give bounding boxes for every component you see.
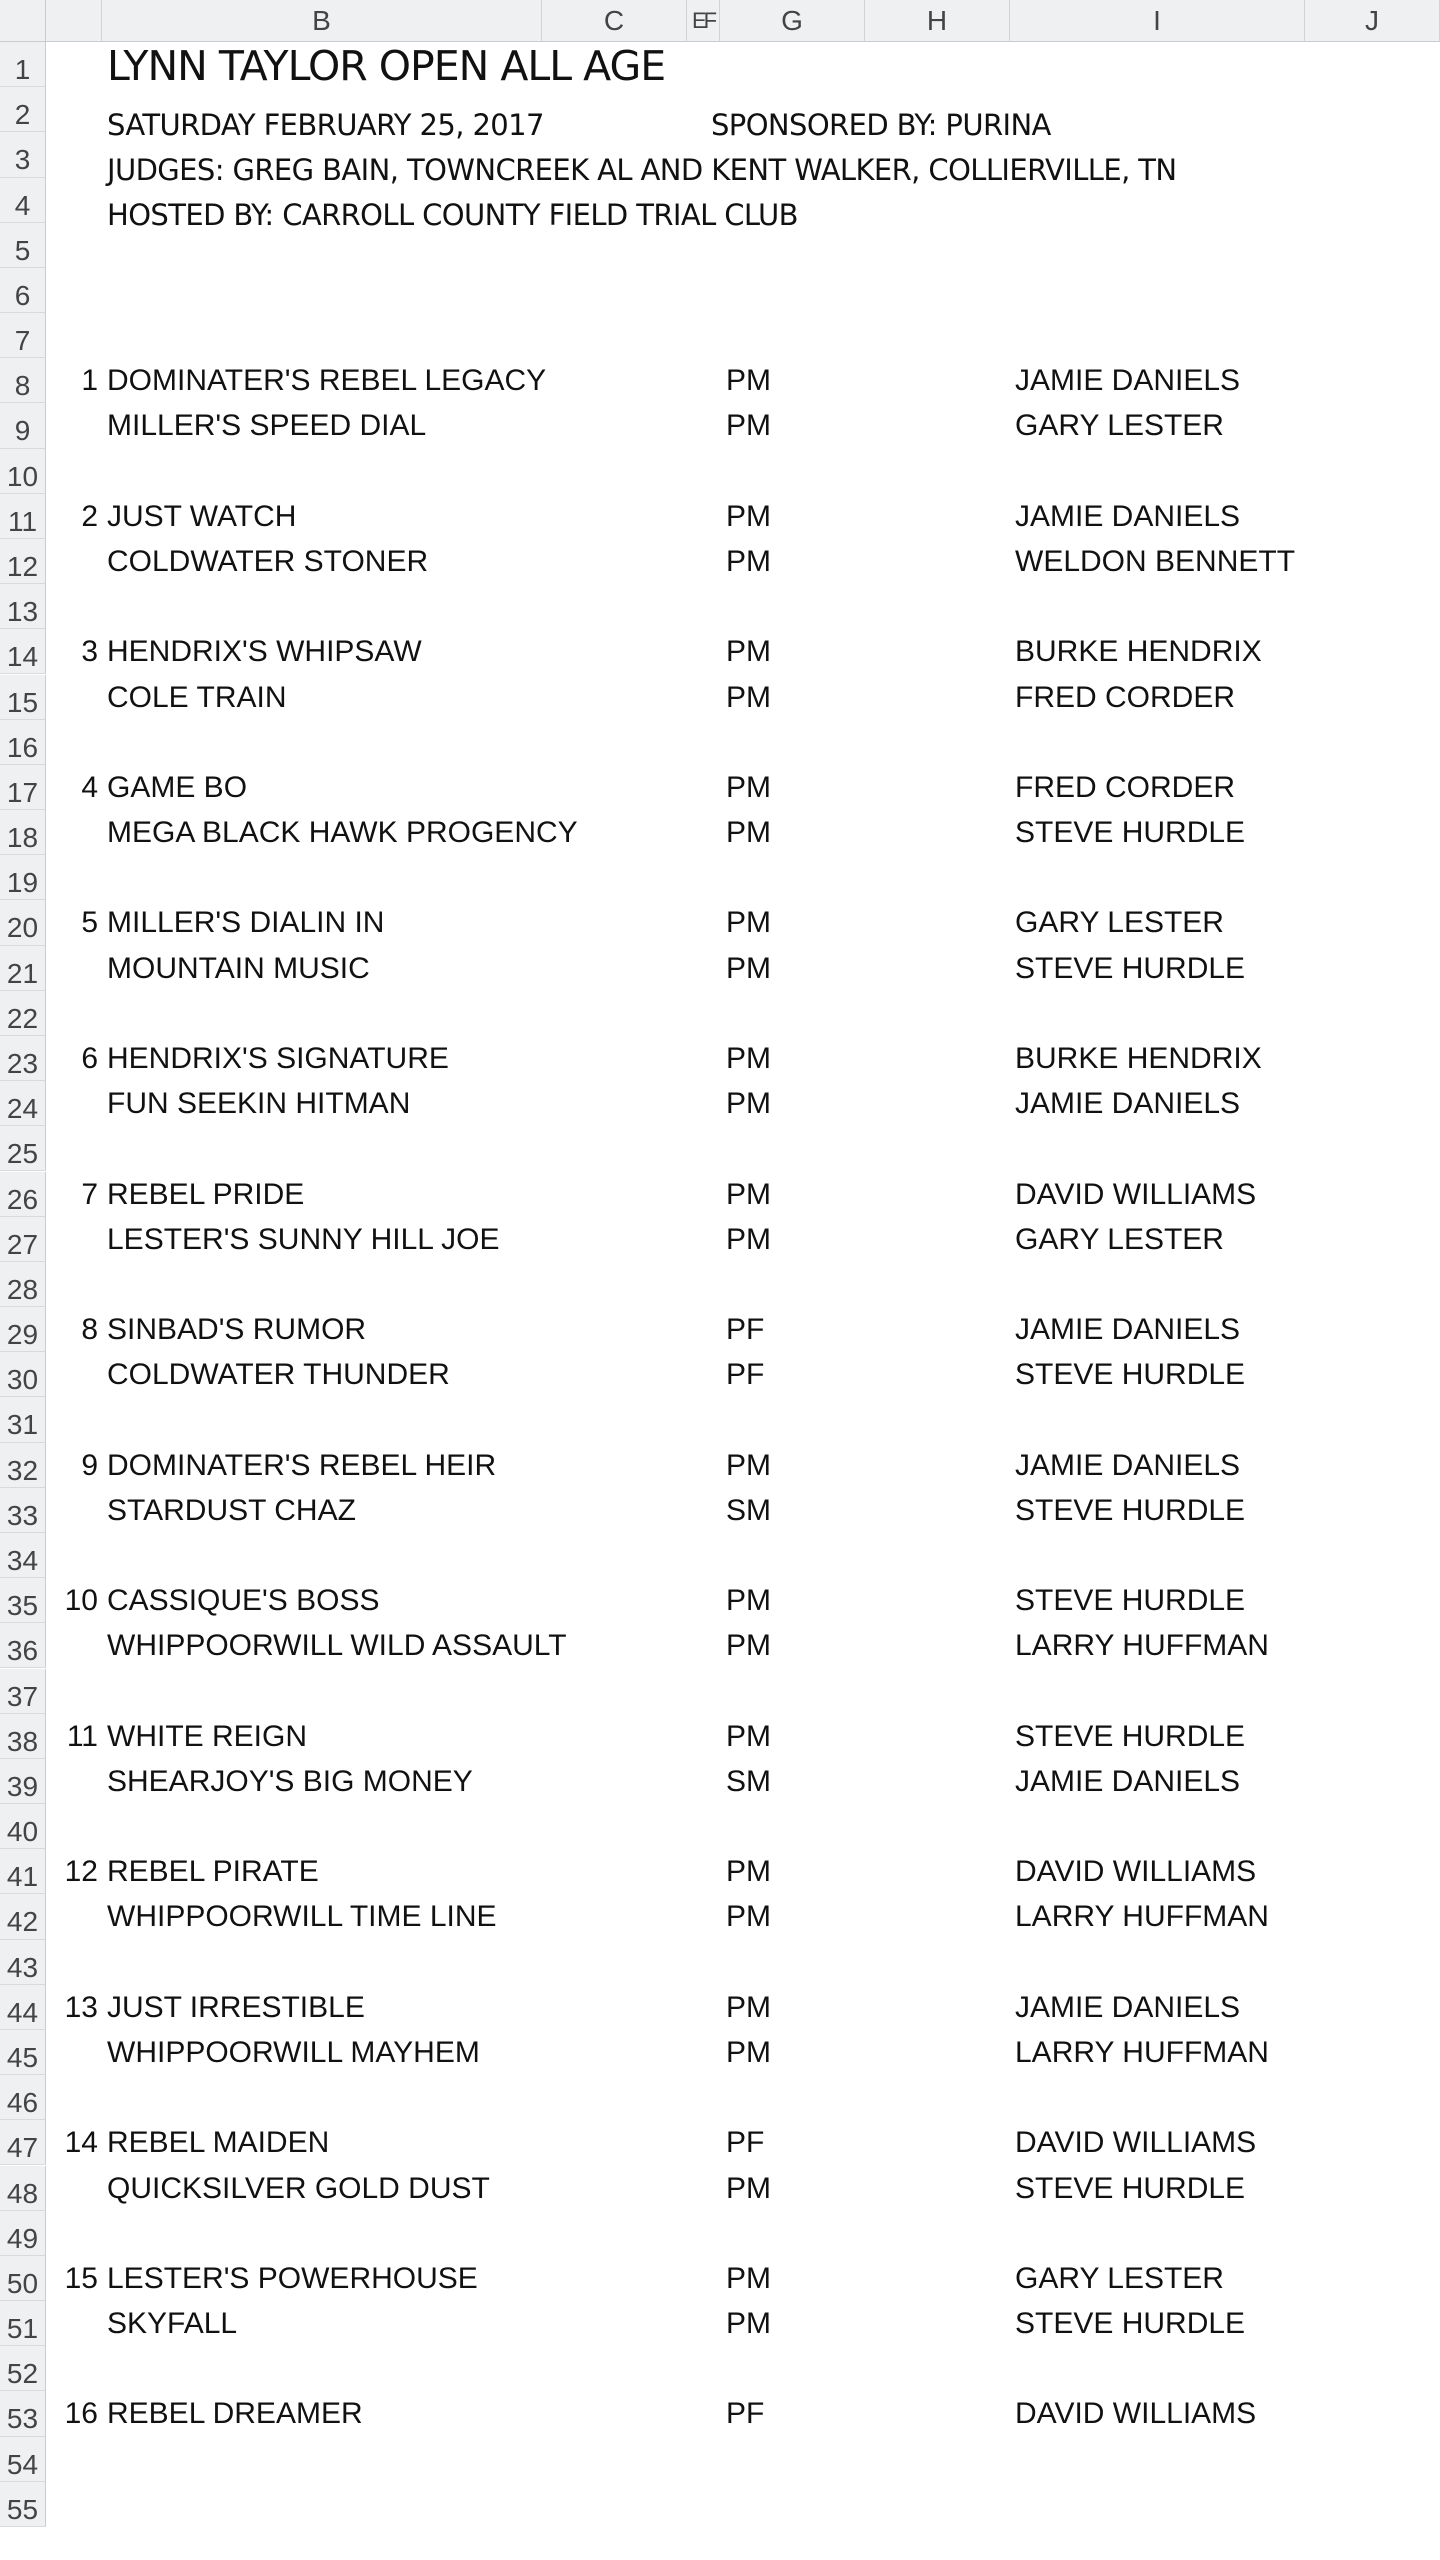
dog-name-cell[interactable]: WHIPPOORWILL MAYHEM: [107, 2035, 480, 2069]
dog-type-cell[interactable]: PM: [726, 1719, 771, 1753]
row-header[interactable]: 21: [0, 946, 46, 991]
handler-cell[interactable]: FRED CORDER: [1015, 770, 1236, 804]
row-header[interactable]: 55: [0, 2482, 46, 2527]
row-header[interactable]: 19: [0, 855, 46, 900]
row-header[interactable]: 17: [0, 765, 46, 810]
dog-type-cell[interactable]: PM: [726, 409, 771, 443]
dog-name-cell[interactable]: DOMINATER'S REBEL LEGACY: [107, 364, 547, 398]
row-header[interactable]: 4: [0, 178, 46, 223]
brace-number[interactable]: 3: [81, 635, 98, 669]
handler-cell[interactable]: STEVE HURDLE: [1015, 2171, 1246, 2205]
row-header[interactable]: 47: [0, 2120, 46, 2165]
row-header[interactable]: 48: [0, 2166, 46, 2211]
dog-name-cell[interactable]: SHEARJOY'S BIG MONEY: [107, 1764, 473, 1798]
handler-cell[interactable]: STEVE HURDLE: [1015, 1719, 1246, 1753]
dog-name-cell[interactable]: WHITE REIGN: [107, 1719, 307, 1753]
row-header[interactable]: 6: [0, 268, 46, 313]
row-header[interactable]: 20: [0, 900, 46, 945]
brace-number[interactable]: 8: [81, 1313, 98, 1346]
row-header[interactable]: 35: [0, 1578, 46, 1623]
row-header[interactable]: 39: [0, 1759, 46, 1804]
dog-type-cell[interactable]: SM: [726, 1493, 771, 1527]
brace-number[interactable]: 2: [81, 499, 98, 533]
handler-cell[interactable]: GARY LESTER: [1015, 409, 1224, 443]
dog-name-cell[interactable]: HENDRIX'S WHIPSAW: [107, 635, 422, 669]
brace-number[interactable]: 10: [64, 1584, 98, 1618]
row-header[interactable]: 38: [0, 1714, 46, 1759]
dog-type-cell[interactable]: PM: [726, 545, 771, 578]
row-header[interactable]: 8: [0, 358, 46, 403]
handler-cell[interactable]: STEVE HURDLE: [1015, 816, 1246, 850]
dog-name-cell[interactable]: GAME BO: [107, 770, 248, 804]
brace-number[interactable]: 6: [81, 1042, 98, 1075]
dog-type-cell[interactable]: PM: [726, 2307, 771, 2340]
column-header-e-f[interactable]: EF: [687, 0, 720, 42]
column-header-c[interactable]: C: [542, 0, 687, 42]
sponsor-text[interactable]: SPONSORED BY: PURINA: [711, 108, 1051, 142]
dog-type-cell[interactable]: PM: [726, 1448, 771, 1482]
handler-cell[interactable]: STEVE HURDLE: [1015, 1358, 1246, 1392]
row-header[interactable]: 13: [0, 584, 46, 629]
row-header[interactable]: 18: [0, 810, 46, 855]
handler-cell[interactable]: LARRY HUFFMAN: [1015, 1629, 1269, 1663]
trial-title[interactable]: LYNN TAYLOR OPEN ALL AGE: [107, 42, 666, 90]
dog-type-cell[interactable]: PF: [726, 2126, 765, 2160]
row-header[interactable]: 37: [0, 1669, 46, 1714]
row-header[interactable]: 15: [0, 675, 46, 720]
row-header[interactable]: 12: [0, 539, 46, 584]
dog-type-cell[interactable]: PM: [726, 364, 771, 398]
dog-name-cell[interactable]: DOMINATER'S REBEL HEIR: [107, 1448, 497, 1482]
handler-cell[interactable]: STEVE HURDLE: [1015, 1584, 1246, 1618]
dog-type-cell[interactable]: PM: [726, 1222, 771, 1256]
row-header[interactable]: 30: [0, 1352, 46, 1397]
column-header-j[interactable]: J: [1305, 0, 1440, 42]
dog-name-cell[interactable]: MEGA BLACK HAWK PROGENCY: [107, 816, 578, 850]
handler-cell[interactable]: STEVE HURDLE: [1015, 2307, 1246, 2340]
brace-number[interactable]: 9: [81, 1448, 98, 1482]
dog-type-cell[interactable]: PM: [726, 1042, 771, 1075]
row-header[interactable]: 16: [0, 720, 46, 765]
dog-name-cell[interactable]: LESTER'S SUNNY HILL JOE: [107, 1222, 500, 1256]
brace-number[interactable]: 4: [81, 770, 98, 804]
dog-name-cell[interactable]: MILLER'S DIALIN IN: [107, 906, 385, 940]
handler-cell[interactable]: DAVID WILLIAMS: [1015, 1177, 1257, 1211]
row-header[interactable]: 49: [0, 2211, 46, 2256]
select-all-corner[interactable]: [0, 0, 46, 42]
dog-type-cell[interactable]: PM: [726, 635, 771, 669]
row-header[interactable]: 36: [0, 1623, 46, 1668]
dog-name-cell[interactable]: REBEL PRIDE: [107, 1177, 305, 1211]
column-header-h[interactable]: H: [865, 0, 1010, 42]
dog-name-cell[interactable]: JUST IRRESTIBLE: [107, 1990, 365, 2024]
dog-type-cell[interactable]: PM: [726, 499, 771, 533]
brace-number[interactable]: 14: [64, 2126, 98, 2160]
row-header[interactable]: 22: [0, 991, 46, 1036]
row-header[interactable]: 11: [0, 494, 46, 539]
host-text[interactable]: HOSTED BY: CARROLL COUNTY FIELD TRIAL CLUB: [107, 198, 798, 232]
dog-type-cell[interactable]: PM: [726, 951, 771, 985]
dog-type-cell[interactable]: PM: [726, 1855, 771, 1889]
dog-name-cell[interactable]: SINBAD'S RUMOR: [107, 1313, 367, 1346]
row-header[interactable]: 46: [0, 2075, 46, 2120]
brace-number[interactable]: 7: [81, 1177, 98, 1211]
dog-name-cell[interactable]: COLDWATER STONER: [107, 545, 429, 578]
row-header[interactable]: 51: [0, 2301, 46, 2346]
dog-name-cell[interactable]: WHIPPOORWILL TIME LINE: [107, 1900, 497, 1934]
handler-cell[interactable]: GARY LESTER: [1015, 906, 1224, 940]
row-header[interactable]: 34: [0, 1533, 46, 1578]
handler-cell[interactable]: DAVID WILLIAMS: [1015, 2397, 1257, 2431]
handler-cell[interactable]: DAVID WILLIAMS: [1015, 1855, 1257, 1889]
row-header[interactable]: 29: [0, 1307, 46, 1352]
row-header[interactable]: 24: [0, 1081, 46, 1126]
dog-type-cell[interactable]: PM: [726, 2035, 771, 2069]
row-header[interactable]: 23: [0, 1036, 46, 1081]
handler-cell[interactable]: JAMIE DANIELS: [1015, 1990, 1241, 2024]
dog-name-cell[interactable]: FUN SEEKIN HITMAN: [107, 1087, 411, 1121]
column-header-g[interactable]: G: [720, 0, 865, 42]
handler-cell[interactable]: JAMIE DANIELS: [1015, 499, 1241, 533]
judges-text[interactable]: JUDGES: GREG BAIN, TOWNCREEK AL AND KENT WALKER, COLLIERVILLE, TN: [107, 153, 1177, 187]
dog-name-cell[interactable]: COLDWATER THUNDER: [107, 1358, 450, 1392]
row-header[interactable]: 53: [0, 2391, 46, 2436]
handler-cell[interactable]: JAMIE DANIELS: [1015, 1448, 1241, 1482]
dog-name-cell[interactable]: COLE TRAIN: [107, 680, 287, 714]
row-header[interactable]: 45: [0, 2030, 46, 2075]
handler-cell[interactable]: WELDON BENNETT: [1015, 545, 1296, 578]
dog-type-cell[interactable]: PM: [726, 2261, 771, 2295]
dog-name-cell[interactable]: JUST WATCH: [107, 499, 297, 533]
brace-number[interactable]: 11: [66, 1719, 98, 1753]
row-header[interactable]: 5: [0, 223, 46, 268]
brace-number[interactable]: 15: [64, 2261, 98, 2295]
dog-type-cell[interactable]: PM: [726, 1900, 771, 1934]
column-header-b[interactable]: B: [102, 0, 542, 42]
dog-name-cell[interactable]: REBEL DREAMER: [107, 2397, 363, 2431]
row-header[interactable]: 14: [0, 629, 46, 674]
handler-cell[interactable]: JAMIE DANIELS: [1015, 1087, 1241, 1121]
row-header[interactable]: 52: [0, 2346, 46, 2391]
dog-type-cell[interactable]: PM: [726, 1990, 771, 2024]
dog-name-cell[interactable]: REBEL MAIDEN: [107, 2126, 330, 2160]
dog-type-cell[interactable]: PM: [726, 2171, 771, 2205]
dog-name-cell[interactable]: MOUNTAIN MUSIC: [107, 951, 370, 985]
row-header[interactable]: 41: [0, 1849, 46, 1894]
row-header[interactable]: 42: [0, 1894, 46, 1939]
dog-name-cell[interactable]: SKYFALL: [107, 2307, 238, 2340]
trial-date[interactable]: SATURDAY FEBRUARY 25, 2017: [107, 108, 544, 142]
dog-name-cell[interactable]: HENDRIX'S SIGNATURE: [107, 1042, 449, 1075]
dog-type-cell[interactable]: PM: [726, 816, 771, 850]
row-header[interactable]: 54: [0, 2437, 46, 2482]
dog-type-cell[interactable]: PF: [726, 1313, 765, 1346]
row-header[interactable]: 2: [0, 87, 46, 132]
row-header[interactable]: 33: [0, 1488, 46, 1533]
handler-cell[interactable]: JAMIE DANIELS: [1015, 1764, 1241, 1798]
dog-type-cell[interactable]: PM: [726, 1584, 771, 1618]
row-header[interactable]: 32: [0, 1443, 46, 1488]
dog-type-cell[interactable]: PM: [726, 680, 771, 714]
brace-number[interactable]: 1: [81, 364, 98, 398]
dog-name-cell[interactable]: CASSIQUE'S BOSS: [107, 1584, 380, 1618]
handler-cell[interactable]: BURKE HENDRIX: [1015, 635, 1262, 669]
dog-type-cell[interactable]: PM: [726, 1087, 771, 1121]
dog-name-cell[interactable]: QUICKSILVER GOLD DUST: [107, 2171, 490, 2205]
handler-cell[interactable]: GARY LESTER: [1015, 1222, 1224, 1256]
dog-name-cell[interactable]: MILLER'S SPEED DIAL: [107, 409, 427, 443]
row-header[interactable]: 43: [0, 1940, 46, 1985]
column-header-i[interactable]: I: [1010, 0, 1305, 42]
handler-cell[interactable]: BURKE HENDRIX: [1015, 1042, 1262, 1075]
dog-type-cell[interactable]: PF: [726, 2397, 765, 2431]
handler-cell[interactable]: GARY LESTER: [1015, 2261, 1224, 2295]
dog-type-cell[interactable]: PF: [726, 1358, 765, 1392]
brace-number[interactable]: 12: [64, 1855, 98, 1889]
row-header[interactable]: 1: [0, 42, 46, 87]
row-header[interactable]: 31: [0, 1397, 46, 1442]
dog-type-cell[interactable]: PM: [726, 770, 771, 804]
row-header[interactable]: 40: [0, 1804, 46, 1849]
handler-cell[interactable]: JAMIE DANIELS: [1015, 1313, 1241, 1346]
handler-cell[interactable]: STEVE HURDLE: [1015, 951, 1246, 985]
brace-number[interactable]: 16: [64, 2397, 98, 2431]
row-header[interactable]: 44: [0, 1985, 46, 2030]
row-header[interactable]: 50: [0, 2256, 46, 2301]
column-header-a[interactable]: [46, 0, 102, 42]
row-header[interactable]: 7: [0, 313, 46, 358]
handler-cell[interactable]: FRED CORDER: [1015, 680, 1236, 714]
dog-name-cell[interactable]: WHIPPOORWILL WILD ASSAULT: [107, 1629, 567, 1663]
dog-name-cell[interactable]: LESTER'S POWERHOUSE: [107, 2261, 478, 2295]
dog-type-cell[interactable]: PM: [726, 906, 771, 940]
row-header[interactable]: 25: [0, 1126, 46, 1171]
handler-cell[interactable]: STEVE HURDLE: [1015, 1493, 1246, 1527]
row-header[interactable]: 3: [0, 132, 46, 177]
handler-cell[interactable]: DAVID WILLIAMS: [1015, 2126, 1257, 2160]
dog-name-cell[interactable]: STARDUST CHAZ: [107, 1493, 356, 1527]
dog-type-cell[interactable]: SM: [726, 1764, 771, 1798]
handler-cell[interactable]: LARRY HUFFMAN: [1015, 1900, 1269, 1934]
row-header[interactable]: 27: [0, 1217, 46, 1262]
handler-cell[interactable]: LARRY HUFFMAN: [1015, 2035, 1269, 2069]
dog-type-cell[interactable]: PM: [726, 1629, 771, 1663]
row-header[interactable]: 26: [0, 1172, 46, 1217]
handler-cell[interactable]: JAMIE DANIELS: [1015, 364, 1241, 398]
brace-number[interactable]: 13: [64, 1990, 98, 2024]
dog-type-cell[interactable]: PM: [726, 1177, 771, 1211]
dog-name-cell[interactable]: REBEL PIRATE: [107, 1855, 319, 1889]
row-header[interactable]: 9: [0, 403, 46, 448]
row-header[interactable]: 10: [0, 449, 46, 494]
brace-number[interactable]: 5: [81, 906, 98, 940]
row-header[interactable]: 28: [0, 1262, 46, 1307]
